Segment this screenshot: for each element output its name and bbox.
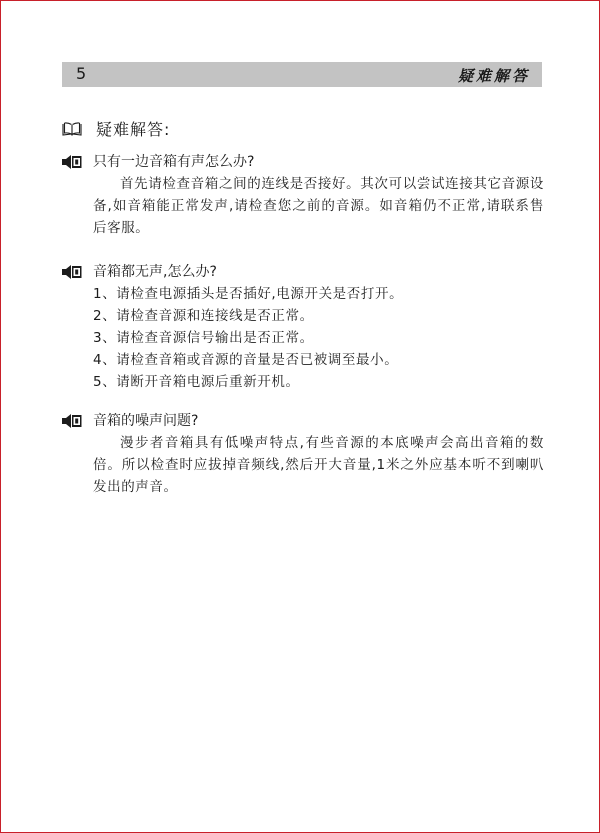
list-item: 5、请断开音箱电源后重新开机。 [93,374,300,390]
question-text: 音箱都无声,怎么办? [93,264,217,280]
speaker-icon [62,413,82,428]
running-title: 疑难解答 [457,67,530,85]
section-title: 疑难解答: [96,120,171,139]
step-list [62,283,544,393]
list-item: 3、请检查音源信号输出是否正常。 [93,330,314,346]
speaker-icon [62,264,82,279]
page-number: 5 [76,64,87,83]
list-item: 4、请检查音箱或音源的音量是否已被调至最小。 [93,352,399,368]
list-item: 2、请检查音源和连接线是否正常。 [93,308,314,324]
question-text: 音箱的噪声问题? [93,413,199,429]
question-text: 只有一边音箱有声怎么办? [93,154,255,170]
section-heading [62,117,170,140]
header-bar [62,62,542,87]
answer-text: 首先请检查音箱之间的连线是否接好。其次可以尝试连接其它音源设备,如音箱能正常发声,请检查您之前的音源。如音箱仍不正常,请联系售后客服。 [93,176,544,236]
speaker-icon [62,154,82,169]
list-item: 1、请检查电源插头是否插好,电源开关是否打开。 [93,286,404,302]
qa-item [62,409,544,498]
open-book-icon [62,122,82,136]
qa-item [62,260,544,393]
qa-item [62,150,544,239]
answer-text: 漫步者音箱具有低噪声特点,有些音源的本底噪声会高出音箱的数倍。所以检查时应拔掉音频线,然后开大音量,1米之外应基本听不到喇叭发出的声音。 [93,435,544,495]
